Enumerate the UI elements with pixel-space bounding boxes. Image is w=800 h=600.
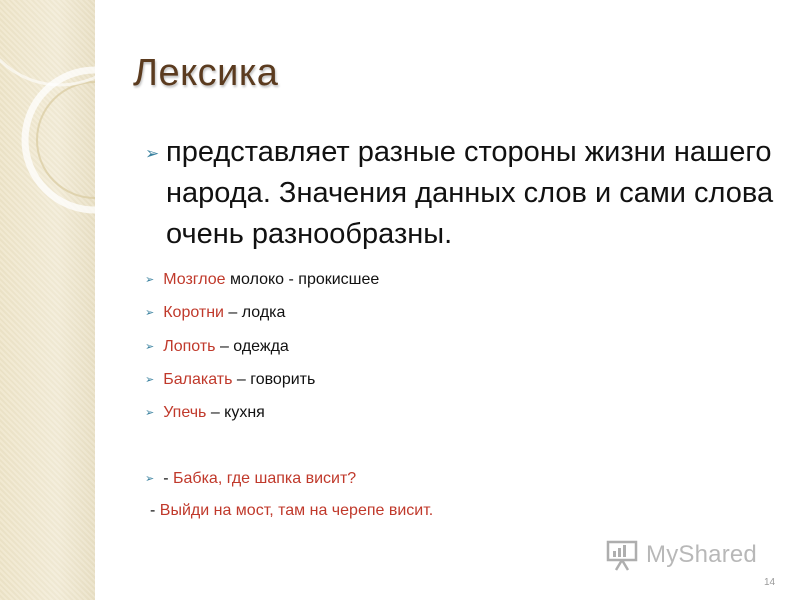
dialog-line-2 [150, 502, 433, 520]
watermark-text: MyShared [646, 541, 757, 568]
arrow-bullet-icon: ➢ [145, 274, 155, 286]
dialect-word: Мозглое [163, 271, 226, 288]
dialog-text: Бабка, где шапка висит? [173, 470, 357, 487]
word-meaning: – кухня [206, 404, 265, 421]
intro-text: представляет разные стороны жизни нашего народа. Значения данных слов и сами слова очень разнообразны. [166, 136, 774, 250]
list-item [145, 304, 285, 322]
word-meaning: – говорить [232, 371, 316, 388]
arrow-bullet-icon: ➢ [145, 307, 155, 319]
dialect-word: Балакать [163, 371, 233, 388]
word-meaning: молоко - прокисшее [225, 271, 380, 288]
list-item [145, 271, 379, 289]
list-item [145, 404, 265, 422]
arrow-bullet-icon: ➢ [145, 144, 160, 163]
arrow-bullet-icon: ➢ [145, 341, 155, 353]
arrow-bullet-icon: ➢ [145, 407, 155, 419]
presentation-board-icon [606, 539, 640, 571]
watermark [606, 538, 766, 572]
word-meaning: – лодка [223, 304, 286, 321]
decorative-sidebar [0, 0, 95, 600]
word-meaning: – одежда [215, 338, 289, 355]
list-item [145, 338, 289, 356]
decorative-circles [0, 0, 95, 600]
slide-title: Лексика [133, 52, 279, 94]
list-item [145, 371, 315, 389]
dialect-word: Лопоть [163, 338, 216, 355]
dialog-line-1 [145, 470, 356, 488]
page-number: 14 [764, 577, 776, 588]
dash: - [150, 502, 160, 519]
arrow-bullet-icon: ➢ [145, 473, 155, 485]
arrow-bullet-icon: ➢ [145, 374, 155, 386]
dialog-text: Выйди на мост, там на черепе висит. [159, 502, 434, 519]
dialect-word: Коротни [163, 304, 224, 321]
dash: - [163, 470, 173, 487]
dialect-word: Упечь [163, 404, 207, 421]
